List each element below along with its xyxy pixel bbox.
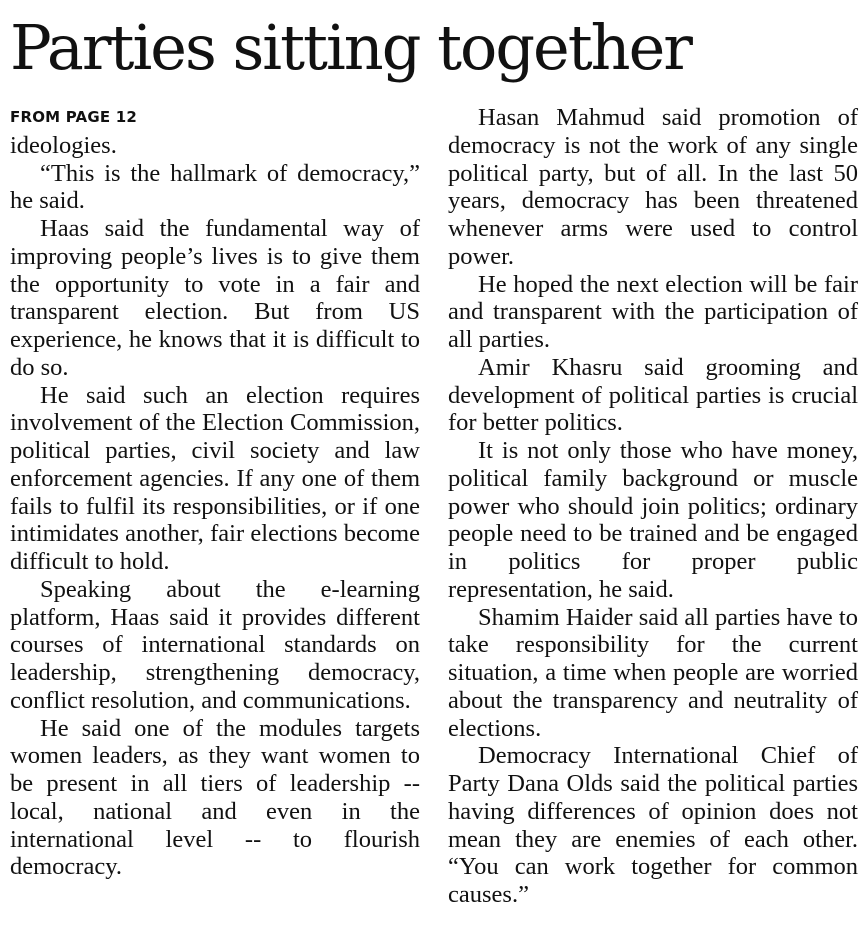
paragraph: He said one of the modules targets women leaders, as they want women to be present in all tiers of leadership -- local, national and even in the international level -- to flourish democracy. <box>10 714 420 881</box>
paragraph: Amir Khasru said grooming and development of political parties is crucial for better politics. <box>448 353 858 437</box>
paragraph: Speaking about the e-learning platform, Haas said it provides different courses of international standards on leadership, strengthening democracy, conflict resolution, and communications. <box>10 575 420 714</box>
right-column <box>448 104 858 909</box>
paragraph: Democracy International Chief of Party Dana Olds said the political parties having differences of opinion does not mean they are enemies of each other. “You can work together for common causes.” <box>448 742 858 908</box>
paragraph: He hoped the next election will be fair and transparent with the participation of all parties. <box>448 270 858 353</box>
paragraph: ideologies. <box>10 131 117 159</box>
paragraph: “This is the hallmark of democracy,” he said. <box>10 159 420 215</box>
paragraph: Haas said the fundamental way of improving people’s lives is to give them the opportunity to vote in a fair and transparent election. But from US experience, he knows that it is difficult to do so. <box>10 215 420 381</box>
paragraph: Shamim Haider said all parties have to take responsibility for the current situation, a time when people are worried about the transparency and neutrality of elections. <box>448 603 858 742</box>
paragraph: It is not only those who have money, political family background or muscle power who should join politics; ordinary people need to be trained and be engaged in politics for proper public representation, he said. <box>448 437 858 603</box>
left-column <box>10 104 420 881</box>
paragraph: Hasan Mahmud said promotion of democracy is not the work of any single political party, but of all. In the last 50 years, democracy has been threatened whenever arms were used to control power. <box>448 104 858 270</box>
headline: Parties sitting together <box>10 11 691 84</box>
continued-from-label: FROM PAGE 12 <box>10 108 137 126</box>
paragraph: He said such an election requires involvement of the Election Commission, political parties, civil society and law enforcement agencies. If any one of them fails to fulfil its responsibilities, or if one intimidates another, fair elections become difficult to hold. <box>10 381 420 575</box>
